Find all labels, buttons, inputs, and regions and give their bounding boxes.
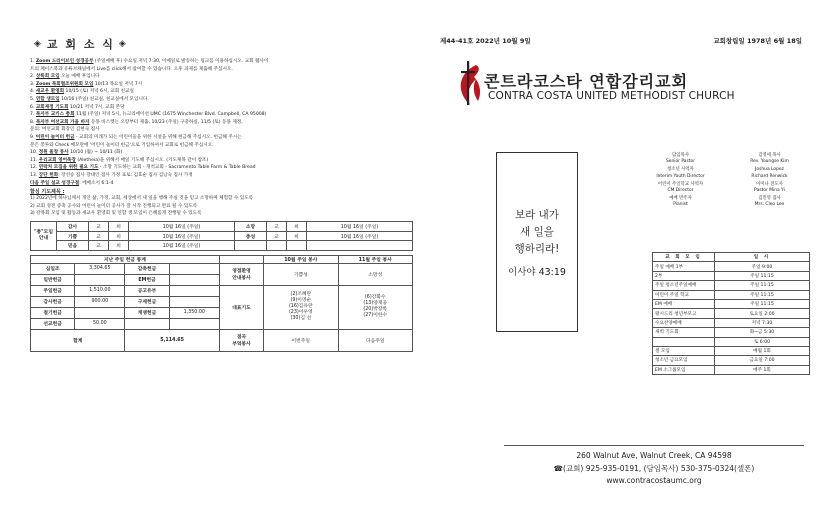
service-row [31, 222, 413, 232]
news-item [30, 66, 415, 74]
phone: ☎(교회) 925-935-0191, (담임목사) 530-375-0324(셀폰) [553, 463, 755, 473]
finance-cell [169, 263, 219, 274]
finance-cell: 1,350.00 [169, 307, 219, 318]
schedule-cell: 왕시드리 청년부모고 [653, 309, 715, 318]
prayer-leader-name: (30)김 선 [290, 316, 312, 322]
finance-total-value: 5,114.65 [125, 329, 219, 351]
service-side-label-2: 안내 [38, 236, 49, 242]
news-item [30, 58, 415, 66]
staff-role-en: Senior Pastor [665, 159, 696, 165]
finance-header-stats: 지난 주일 헌금 통계 [31, 255, 220, 263]
news-text: : 에베소서 6:1-4 [79, 180, 114, 186]
greeter-label [219, 263, 263, 285]
service-row [31, 241, 413, 251]
finance-cell: 게쟁헌금 [125, 307, 169, 318]
finance-cell: EM헌금 [125, 274, 169, 285]
greeter-label-1: 영접환영 [232, 269, 251, 275]
staff-role-ko: 담임목사 [672, 153, 689, 158]
service-cell: 희 [287, 231, 307, 241]
schedule-row [653, 318, 810, 327]
news-text: 분은 봉투와 Check 메모란에 '어린이 놀이터 헌금'으로 기입하셔서 교회로 헌금해 주십시오. [30, 142, 214, 148]
service-cell [234, 241, 266, 251]
finance-header-row [31, 255, 413, 263]
service-cell: 10월 16일 (주일) [306, 222, 412, 232]
staff-list [636, 153, 814, 211]
service-cell [267, 241, 287, 251]
news-highlight: Zoom 드라이브인 성경공부 [35, 59, 94, 64]
news-item [30, 149, 415, 157]
finance-header-week1: 10월 주일 봉사 [264, 255, 338, 263]
news-number: 12. [30, 165, 39, 171]
schedule-cell [653, 337, 715, 346]
news-highlight: 연합 생모임 [35, 96, 60, 102]
news-text: 10/21 저녁 7시, 교회 본당 [68, 104, 125, 110]
finance-cell [169, 318, 219, 329]
schedule-cell: 토요일 2:00 [715, 309, 810, 318]
prayer-leader-name: (20)박장록 [363, 307, 388, 313]
news-text: - 교회의 미래가 되는 어린이들을 위한 시설을 위해 헌금해 주십시오. 헌금해 주시는 [74, 134, 242, 140]
news-number: 4. [30, 89, 36, 95]
schedule-row [653, 299, 810, 308]
finance-cell: 절기헌금 [31, 307, 75, 318]
news-number: 10. [30, 150, 39, 156]
news-number: 6. [30, 104, 36, 110]
staff-name [725, 196, 814, 208]
news-highlight: 목자부 교키스 총회 [35, 112, 75, 118]
service-cell: 기쁨 [57, 231, 89, 241]
schedule-cell: 주일 11:15 [715, 290, 810, 299]
schedule-row [653, 346, 810, 355]
news-number: 5. [30, 96, 36, 102]
finance-cell: 선교헌금 [31, 318, 75, 329]
schedule-row [653, 365, 810, 374]
staff-role-en: CM Director [667, 188, 694, 194]
schedule-cell: 셀 모임 [653, 346, 715, 355]
news-text: 문의: 여선교회 회장인 김현숙 집사 [30, 127, 100, 133]
staff-role [636, 196, 725, 208]
schedule-row [653, 337, 810, 346]
prayer-leader-name: (16)김유란 [288, 304, 313, 310]
founded-date: 교회창립일 1978년 6월 18일 [713, 37, 802, 45]
news-item [30, 180, 415, 188]
service-cell: 교 [89, 241, 109, 251]
schedule-cell: EM 예배 [653, 299, 715, 308]
schedule-cell: 금요일 7:00 [715, 356, 810, 365]
staff-role-ko: 어린이 주일학교 사역자 [657, 181, 704, 187]
staff-name-ko: 김진영 집사 [758, 196, 781, 202]
verse-line: 행하리라! [514, 242, 560, 255]
finance-cell: 십일조 [31, 263, 75, 274]
news-highlight: 다음 주일 설교 성경구절 [30, 180, 80, 186]
address: 260 Walnut Ave, Walnut Creek, CA 94598 [576, 451, 732, 460]
schedule-cell: 주일 9:00 [715, 262, 810, 271]
news-item [30, 104, 415, 112]
news-highlight: 우리교회 영어목장 [38, 157, 76, 163]
prayer-leader-label: 대표기도 [219, 285, 263, 329]
service-cell: 희 [287, 222, 307, 232]
finance-cell [169, 274, 219, 285]
service-cell: 10월 16일 (주일) [129, 231, 235, 241]
verse-line: 새 일을 [520, 225, 554, 238]
service-cell: 교 [89, 222, 109, 232]
staff-name-ko: 김영세 목사 [758, 153, 781, 158]
prayer-leader-name: (23)이우영 [288, 310, 313, 316]
news-number: 9. [30, 134, 36, 140]
finance-cell: 감축헌금 [125, 263, 169, 274]
staff-name [725, 153, 814, 165]
news-item [30, 157, 415, 165]
finance-cell [75, 307, 125, 318]
schedule-row [653, 290, 810, 299]
prayer-title: 함심 기도제목 : [30, 189, 65, 196]
prayer-list [30, 195, 415, 217]
staff-row [636, 182, 814, 194]
service-cell: 희 [109, 241, 129, 251]
staff-name-en: Richard Renwick [751, 173, 788, 179]
news-highlight: 정원 울창 봉사 [38, 150, 69, 156]
news-highlight: 어린이 놀이터 헌금 [35, 134, 75, 140]
staff-row [636, 196, 814, 208]
prayer-leader-name: (9)이영순 [290, 298, 312, 304]
schedule-row [653, 356, 810, 365]
finance-cell: 구제헌금 [125, 296, 169, 307]
finance-cell: 900.00 [75, 296, 125, 307]
schedule-cell: EM 소그룹모임 [653, 365, 715, 374]
service-cell: 희 [109, 222, 129, 232]
news-text: 동몽 바스켓는 오랑부터 제출, 10/23 (주일) 구충하실, 11/5 (토) 동몽 제정, [89, 119, 243, 125]
prayer-item: 1) 2022년에 하나님께서 개인 삶, 가정, 교회, 세상에서 새 일을 행해 주실 것을 믿고 소망하며 체험할 수 있도록 [30, 196, 254, 202]
news-number: 13. [30, 172, 39, 178]
news-section-title [30, 36, 415, 52]
news-text: 10/10 (월) ~ 10/11 (화) [68, 150, 123, 156]
prayer-leader-name: (6)강화수 [364, 295, 386, 301]
prayer-item: 2) 교회 성전 증축 공사와 어린이 놀이터 공사가 잘 시작 진행되고 완료 될 수 있도록 [30, 203, 198, 209]
schedule-row [653, 328, 810, 337]
news-text: 10/13 목요일 저녁 7시 [93, 81, 143, 87]
news-text: (주일예배 후) 수요일 저녁 7:30, 이메일로 발송하는 링크를 이용하십시오. 교회 웹사이 [93, 59, 269, 64]
news-text: 11월 (주일) 저녁 5시, 뉴크리에이션 UMC (1675 Winchester Blvd. Campbell, CA 95008) [74, 112, 267, 118]
schedule-row [653, 262, 810, 271]
divider [504, 445, 804, 446]
finance-row [31, 285, 413, 296]
staff-name [725, 182, 814, 194]
schedule-cell: 2부 [653, 271, 715, 280]
news-text: 10/16 (주일) 친교실, 친교실에서 모입니다. [59, 96, 149, 102]
service-cell: 교 [267, 222, 287, 232]
issue-number: 제44-41호 2022년 10월 9일 [440, 37, 531, 45]
kitchen-label-1: 점곡 [236, 335, 247, 341]
prayer-leader-week1 [264, 285, 338, 329]
issue-header [440, 36, 810, 45]
news-number: 8. [30, 119, 36, 125]
news-number: 2. [30, 74, 36, 80]
schedule-cell: 새벽 기도회 [653, 328, 715, 337]
schedule-cell: 매월 1회 [715, 346, 810, 355]
prayer-leader-name: (2)조혜란 [290, 292, 312, 298]
news-highlight: 강단 헌화 [38, 172, 59, 178]
news-highlight: 상록회 모임 [35, 74, 60, 80]
schedule-cell: 어린이 주일 학교 [653, 290, 715, 299]
news-highlight: 새교우 환영회 [35, 89, 65, 95]
news-title: 교 회 소 식 [46, 38, 115, 51]
news-item [30, 96, 415, 104]
schedule-cell: 주일 청소년주일예배 [653, 281, 715, 290]
staff-role-en: Interim Youth Director [656, 173, 705, 179]
service-cell: 믿음 [57, 241, 89, 251]
staff-role-ko: 예배 반주자 [669, 196, 692, 202]
finance-cell: 공고유부 [125, 285, 169, 296]
schedule-row [653, 281, 810, 290]
news-item [30, 81, 415, 89]
finance-table [30, 255, 413, 352]
schedule-cell: 저녁 7:30 [715, 318, 810, 327]
diamond-icon: ◈ [34, 39, 43, 49]
website-link[interactable]: www.contracostaumc.org [606, 476, 702, 485]
schedule-cell: 주일 11:15 [715, 271, 810, 280]
staff-role-en: Pianist [673, 202, 688, 208]
news-number: 7. [30, 112, 36, 118]
verse-line: 보라 내가 [515, 208, 559, 221]
service-table [30, 221, 413, 251]
staff-name-en: Rev. Youngse Kim [750, 159, 789, 165]
news-item [30, 73, 415, 81]
finance-cell: 1,510.00 [75, 285, 125, 296]
news-list [30, 58, 415, 187]
greeter-week2: 소망성 [338, 263, 412, 285]
church-name-block [440, 57, 810, 107]
news-item [30, 142, 415, 150]
prayer-leader-name: (27)이한수 [363, 313, 388, 319]
finance-header-week2: 11월 주일 봉사 [338, 255, 412, 263]
staff-name-en: Mrs. Cleo Lee [754, 202, 785, 208]
news-item [30, 164, 415, 172]
schedule-table [652, 252, 810, 375]
schedule-cell: 토 6:00 [715, 337, 810, 346]
verse-text [515, 207, 560, 258]
staff-name-en: Pastor Mina Yi [754, 188, 785, 194]
diamond-icon: ◈ [118, 39, 128, 49]
service-row [31, 231, 413, 241]
news-number: 3. [30, 81, 36, 87]
staff-name-ko: 이미나 전도사 [756, 181, 783, 187]
finance-cell: 3,304.65 [75, 263, 125, 274]
news-item [30, 119, 415, 127]
service-cell: 감사 [57, 222, 89, 232]
news-text: 10/15 (토) 저녁 6시, 교회 친교실 [64, 89, 134, 95]
finance-total-label: 합계 [31, 329, 125, 351]
greeter-week1: 기쁨성 [264, 263, 338, 285]
news-item [30, 111, 415, 119]
service-cell: 희 [109, 231, 129, 241]
prayer-item: 3) 강목회 모임 및 활동과 새교우 환영회 및 연합 생 모임이 은혜롭게 진행될 수 있도록 [30, 210, 202, 216]
news-text: : 장선승 집사 강대인 집사 가정 표로: 김효순 집사 김남숙 집사 가정 [58, 172, 193, 178]
schedule-header-cell: 교 회 모 임 [653, 253, 715, 262]
service-cell: 10월 16일 (주일) [306, 231, 412, 241]
news-highlight: 연락처 모집을 위한 필요 기도 [38, 165, 99, 171]
schedule-cell: 주일 11:15 [715, 299, 810, 308]
schedule-cell: 화~금 5:30 [715, 328, 810, 337]
finance-total-row [31, 329, 413, 351]
news-highlight: 목자부 여선교회 가을 바자 [35, 119, 90, 125]
news-number: 11. [30, 157, 39, 163]
schedule-cell: 청소년 금요모임 [653, 356, 715, 365]
church-korean-name: 콘트라코스타 연합감리교회 [484, 72, 689, 91]
schedule-row [653, 271, 810, 280]
news-item [30, 134, 415, 142]
finance-cell [125, 318, 169, 329]
news-highlight: Zoom 목회협조위원회 모임 [35, 81, 94, 87]
finance-cell [169, 285, 219, 296]
staff-name [725, 167, 814, 179]
finance-cell: 일반헌금 [31, 274, 75, 285]
news-text: 트의 페이스북과 유튜브채널에서 Live를 click해서 참여할 수 있습니다. 오후 과제를 제출해 주십시오. [30, 66, 233, 72]
service-cell: 10월 16일 (주일) [129, 241, 235, 251]
news-highlight: 교회재정 기도회 [35, 104, 69, 110]
schedule-header-row [653, 253, 810, 262]
service-cell: 교 [89, 231, 109, 241]
church-english-name: CONTRA COSTA UNITED METHODIST CHURCH [488, 90, 735, 102]
staff-role [636, 182, 725, 194]
news-text: (Aletheia)을 위해서 매일 기도해 주십시오. (기도제목 같이 참조) [75, 157, 209, 163]
verse-reference: 이사야 43:19 [508, 266, 566, 278]
staff-row [636, 153, 814, 165]
service-cell: 충성 [234, 231, 266, 241]
service-cell [306, 241, 412, 251]
finance-row [31, 263, 413, 274]
news-number: 1. [30, 59, 36, 64]
finance-cell: 50.00 [75, 318, 125, 329]
schedule-header-cell: 일 시 [715, 253, 810, 262]
greeter-label-2: 안내봉사 [232, 276, 251, 282]
kitchen-week1: 이번주일 [264, 329, 338, 351]
service-side-label [31, 222, 57, 251]
kitchen-week2: 다음주일 [338, 329, 412, 351]
service-cell: 교 [267, 231, 287, 241]
finance-cell [75, 274, 125, 285]
finance-cell: 주일헌금 [31, 285, 75, 296]
prayer-leader-name: (13)양재웅 [363, 301, 388, 307]
staff-role [636, 153, 725, 165]
staff-role-ko: 청소년 사역자 [667, 167, 694, 173]
left-page [30, 36, 415, 352]
staff-row [636, 167, 814, 179]
kitchen-label-2: 부엌봉사 [232, 342, 251, 348]
cross-and-flame-icon [454, 57, 484, 107]
right-page [440, 36, 810, 485]
service-cell [287, 241, 307, 251]
schedule-cell: 주일 예배 1부 [653, 262, 715, 271]
finance-cell [169, 296, 219, 307]
verse-box [496, 152, 578, 332]
kitchen-label [219, 329, 263, 351]
service-cell: 소망 [234, 222, 266, 232]
news-item [30, 88, 415, 96]
contact-block [504, 450, 804, 488]
staff-role [636, 167, 725, 179]
news-text: 오늘 예배 후입니다 [59, 74, 100, 80]
prayer-leader-week2 [338, 285, 412, 329]
schedule-cell: 매주 1회 [715, 365, 810, 374]
schedule-cell: 주일 11:15 [715, 281, 810, 290]
finance-cell: 감사헌금 [31, 296, 75, 307]
schedule-row [653, 309, 810, 318]
schedule-cell: 수요찬양예배 [653, 318, 715, 327]
service-side-label-1: "총"모임 [34, 230, 53, 236]
service-cell: 10월 16일 (주일) [129, 222, 235, 232]
finance-header-blank [219, 255, 263, 263]
news-item [30, 126, 415, 134]
news-item [30, 172, 415, 180]
news-text: - 소망 기도하는 교회 - 개척교회 - Sacramento Table Farm & Table Bread [98, 165, 256, 171]
staff-name-ko: Joshua Lopez [755, 167, 784, 173]
